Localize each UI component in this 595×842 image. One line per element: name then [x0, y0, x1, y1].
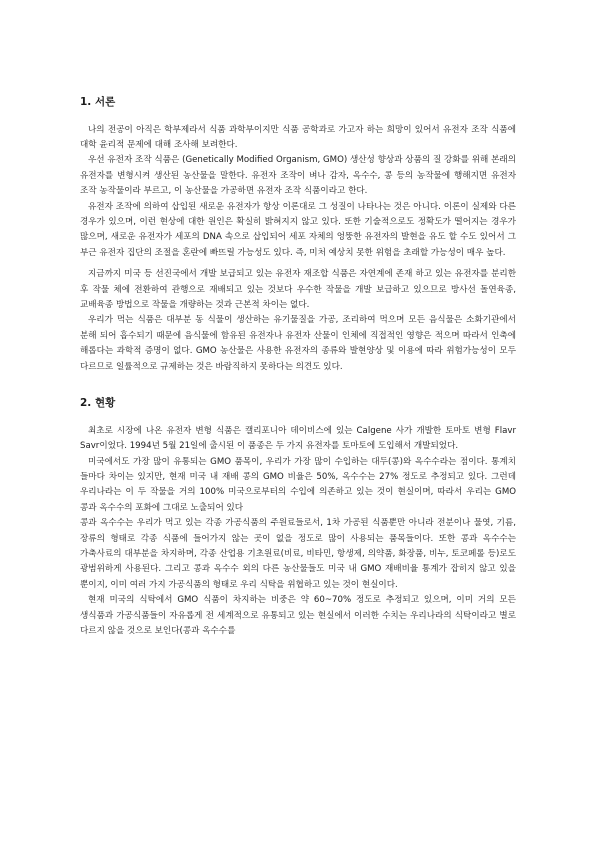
paragraph: 콩과 옥수수는 우리가 먹고 있는 각종 가공식품의 주원료들로서, 1차 가공된 식품뿐만 아니라 전분이나 물엿, 기름, 장류의 형태로 각종 식품에 들어가지 않는 곳이 없을 정도로 많이 사용되는 품목들이다. 또한 콩과 옥수수는 가축사료의 대부분을 차지하며, 각종 산업용 기초원료(비료, 비타민, 항생제, 의약품, 화장품, 비누, 토코페롤 등)로도 광범위하게 사용된다. 그리고 콩과 옥수수 외의 다른 농산물들도 미국 내 GMO 재배비율 통계가 잡히지 않고 있을 뿐이지, 이미 여러 가지 가공식품의 형태로 우리 식탁을 위협하고 있는 것이 현실이다. [80, 518, 516, 590]
section-heading-introduction: 1. 서론 [80, 96, 116, 108]
document-body [80, 96, 516, 639]
paragraph: 최초로 시장에 나온 유전자 변형 식품은 캘리포니아 데이비스에 있는 Calgene 사가 개발한 토마토 변형 Flavr Savr이었다. 1994년 5월 21일에 출시된 이 품종은 두 가지 유전자를 토마토에 도입해서 개발되었다. [80, 425, 516, 452]
section-heading-status: 2. 현황 [80, 397, 116, 410]
paragraph: 나의 전공이 아직은 학부제라서 식품 과학부이지만 식품 공학과로 가고자 하는 희망이 있어서 유전자 조작 식품에 대학 윤리적 문제에 대해 조사해 보려한다. [80, 124, 516, 150]
paragraph: 우리가 먹는 식품은 대부분 동 식물이 생산하는 유기물질을 가공, 조리하여 먹으며 모든 음식물은 소화기관에서 분해 되어 흡수되기 때문에 음식물에 함유된 유전자나 유전자 산물이 인체에 직접적인 영향은 적으며 따라서 인축에 해롭다는 과학적 증명이 없다. GMO 농산물은 사용한 유전자의 종류와 발현양상 및 이용에 따라 위험가능성이 모두 다르므로 일률적으로 규제하는 것은 바람직하지 못하다는 의견도 있다. [80, 315, 516, 372]
paragraph: 우선 유전자 조작 식품은 (Genetically Modified Organism, GMO) 생산성 향상과 상품의 질 강화를 위해 본래의 유전자를 변형시켜 생산된 농산물을 말한다. 유전자 조작이 벼나 감자, 옥수수, 콩 등의 농작물에 행해지면 유전자 조작 농작물이라 부르고, 이 농산물을 가공하면 유전자 조작 식품이라고 한다. [80, 155, 516, 197]
spacer [80, 375, 516, 397]
paragraph: 유전자 조작에 의하여 삽입된 새로운 유전자가 항상 이론대로 그 성질이 나타나는 것은 아니다. 이론이 실제와 다른 경우가 있으며, 이런 현상에 대한 원인은 확실히 밝혀지지 않고 있다. 또한 기술적으로도 정확도가 떨어지는 경우가 많으며, 새로운 유전자가 세포의 DNA 속으로 삽입되어 세포 자체의 엉뚱한 유전자의 발현을 유도 할 수도 있어서 그 부근 유전자 집단의 조절을 혼란에 빠뜨릴 가능성도 있다. 즉, 미처 예상치 못한 위험을 초래할 가능성이 매우 높다. [80, 201, 516, 258]
paragraph: 지금까지 미국 등 선진국에서 개발 보급되고 있는 유전자 재조합 식품은 자연계에 존재 하고 있는 유전자를 분리한 후 작물 체에 전환하여 관행으로 재배되고 있는 것보다 우수한 작물을 개발 보급하고 있으므로 방사선 돌연육종, 교배육종 방법으로 작물을 개량하는 것과 근본적 차이는 없다. [80, 269, 516, 311]
paragraph: 미국에서도 가장 많이 유통되는 GMO 품목이, 우리가 가장 많이 수입하는 대두(콩)와 옥수수라는 점이다. 통계치 들마다 차이는 있지만, 현재 미국 내 재배 콩의 GMO 비율은 50%, 옥수수는 27% 정도로 추정되고 있다. 그런데 우리나라는 이 두 작물을 거의 100% 미국으로부터의 수입에 의존하고 있는 것이 현실이며, 따라서 우리는 GMO 콩과 옥수수의 포화에 그대로 노출되어 있다 [80, 456, 516, 513]
paragraph: 현재 미국의 식탁에서 GMO 식품이 차지하는 비중은 약 60~70% 정도로 추정되고 있으며, 이미 거의 모든 생식품과 가공식품들이 자유롭게 전 세계적으로 유통되고 있는 현실에서 이러한 수치는 우리나라의 식탁이라고 별로 다르지 않을 것으로 보인다(콩과 옥수수를 [80, 595, 516, 636]
